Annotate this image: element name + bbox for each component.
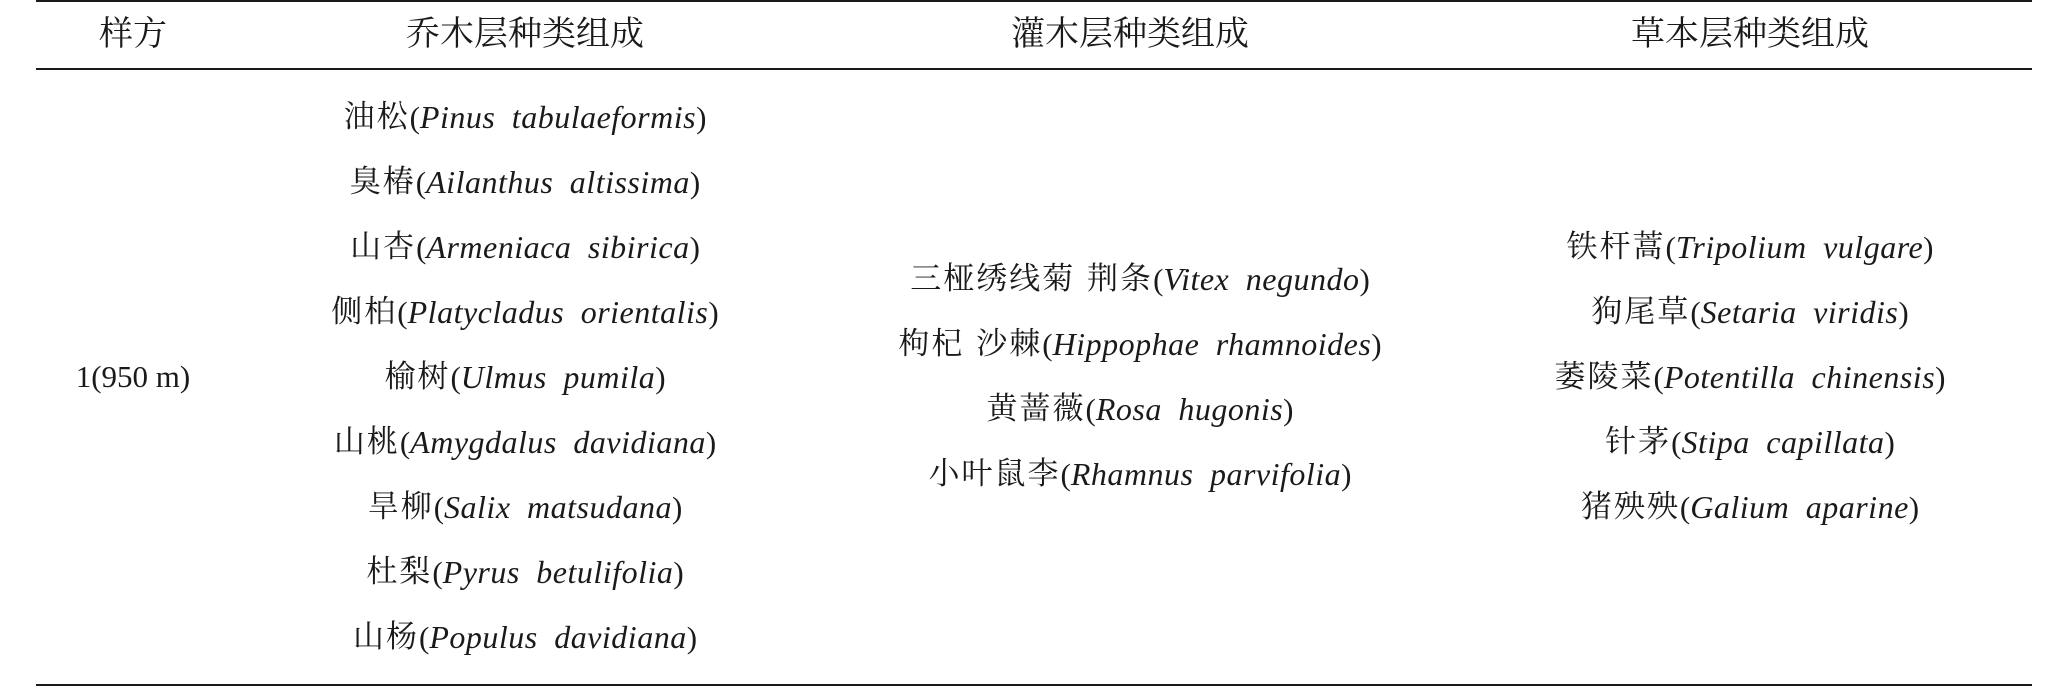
- open-paren: (: [415, 164, 427, 200]
- herb-species-cn-name: 狗尾草: [1591, 293, 1691, 330]
- tree-species-scientific-name: Platycladus orientalis: [407, 293, 709, 330]
- close-paren: ): [1884, 424, 1895, 460]
- tree-species-cn-name: 旱柳: [367, 488, 434, 525]
- tree-species-cn-name: 山杨: [352, 618, 419, 655]
- close-paren: ): [1908, 489, 1920, 525]
- tree-species: [366, 540, 683, 605]
- close-paren: ): [705, 424, 717, 460]
- open-paren: (: [416, 229, 427, 265]
- herb-species-cn-name: 猪殃殃: [1580, 488, 1680, 525]
- header-shrub-layer: 灌木层种类组成: [1011, 14, 1249, 54]
- open-paren: (: [1671, 424, 1682, 460]
- close-paren: ): [686, 619, 698, 655]
- tree-species: [353, 605, 697, 670]
- tree-species-scientific-name: Pinus tabulaeformis: [419, 98, 697, 135]
- close-paren: ): [1923, 229, 1934, 265]
- close-paren: ): [671, 489, 683, 525]
- shrub-species-cn-name: 枸杞 沙棘: [898, 326, 1043, 362]
- tree-species: [368, 475, 683, 540]
- tree-species-scientific-name: Ailanthus altissima: [426, 163, 690, 200]
- open-paren: (: [418, 619, 430, 655]
- herb-species-scientific-name: Setaria viridis: [1700, 293, 1899, 330]
- herb-species: [1605, 410, 1895, 475]
- close-paren: ): [689, 164, 701, 200]
- tree-species: [344, 85, 707, 150]
- header-tree-layer: 乔木层种类组成: [406, 14, 644, 54]
- header-plot: 样方: [99, 14, 167, 54]
- herb-species-scientific-name: Potentilla chinensis: [1663, 358, 1936, 395]
- tree-species-scientific-name: Salix matsudana: [444, 488, 672, 525]
- close-paren: ): [655, 359, 666, 395]
- plot-value: 1(950 m): [75, 359, 191, 394]
- open-paren: (: [409, 99, 420, 135]
- tree-species: [384, 345, 665, 410]
- tree-species-scientific-name: Populus davidiana: [429, 618, 687, 655]
- tree-species: [350, 150, 700, 215]
- close-paren: ): [1359, 262, 1370, 297]
- close-paren: ): [696, 99, 707, 135]
- close-paren: ): [1283, 392, 1294, 427]
- shrub-species-scientific-name: Rhamnus parvifolia: [1070, 456, 1342, 492]
- close-paren: ): [673, 554, 684, 590]
- herb-species: [1581, 475, 1919, 540]
- shrub-species-scientific-name: Rosa hugonis: [1095, 391, 1284, 427]
- herb-species: [1591, 280, 1908, 345]
- open-paren: (: [1042, 327, 1053, 362]
- plot-cell: [30, 70, 236, 684]
- table-bottom-rule: [36, 684, 2032, 686]
- shrub-species-cn-name: 黄蔷薇: [986, 391, 1086, 427]
- open-paren: (: [433, 489, 445, 525]
- herb-species-scientific-name: Tripolium vulgare: [1675, 228, 1924, 265]
- open-paren: (: [397, 294, 408, 330]
- open-paren: (: [450, 359, 461, 395]
- tree-species-cn-name: 榆树: [384, 358, 451, 395]
- herb-species-cn-name: 萎陵菜: [1554, 358, 1654, 395]
- tree-species: [334, 410, 716, 475]
- herb-layer-cell: [1480, 70, 2020, 684]
- shrub-species: [910, 247, 1370, 312]
- shrub-species: [898, 312, 1381, 377]
- close-paren: ): [1341, 457, 1352, 492]
- tree-species: [331, 280, 718, 345]
- herb-species-scientific-name: Galium aparine: [1690, 488, 1909, 525]
- tree-species-cn-name: 山杏: [350, 228, 417, 265]
- tree-species-cn-name: 油松: [343, 98, 410, 135]
- tree-species-cn-name: 侧柏: [331, 293, 398, 330]
- herb-species: [1567, 215, 1934, 280]
- shrub-species-scientific-name: Vitex negundo: [1163, 261, 1360, 297]
- shrub-species-scientific-name: Hippophae rhamnoides: [1052, 326, 1372, 362]
- table-header-row: [0, 0, 2068, 68]
- open-paren: (: [1679, 489, 1691, 525]
- herb-species: [1555, 345, 1946, 410]
- herb-species-scientific-name: Stipa capillata: [1681, 423, 1885, 460]
- tree-layer-cell: [240, 70, 810, 684]
- tree-species-cn-name: 杜梨: [366, 553, 433, 590]
- tree-species-scientific-name: Amygdalus davidiana: [410, 423, 706, 460]
- open-paren: (: [1153, 262, 1164, 297]
- open-paren: (: [432, 554, 443, 590]
- shrub-species: [929, 442, 1352, 507]
- shrub-species-cn-name: 小叶鼠李: [928, 456, 1061, 492]
- tree-species-scientific-name: Ulmus pumila: [460, 358, 656, 395]
- close-paren: ): [1371, 327, 1382, 362]
- shrub-species: [987, 377, 1294, 442]
- tree-species: [350, 215, 700, 280]
- shrub-layer-cell: [820, 70, 1460, 684]
- tree-species-cn-name: 山桃: [333, 423, 400, 460]
- tree-species-scientific-name: Armeniaca sibirica: [426, 228, 690, 265]
- open-paren: (: [399, 424, 411, 460]
- shrub-species-cn-name: 三桠绣线菊 荆条: [910, 261, 1154, 297]
- open-paren: (: [1060, 457, 1071, 492]
- tree-species-cn-name: 臭椿: [349, 163, 416, 200]
- open-paren: (: [1690, 294, 1701, 330]
- open-paren: (: [1085, 392, 1096, 427]
- close-paren: ): [1898, 294, 1909, 330]
- open-paren: (: [1665, 229, 1676, 265]
- close-paren: ): [708, 294, 719, 330]
- tree-species-scientific-name: Pyrus betulifolia: [442, 553, 674, 590]
- herb-species-cn-name: 铁杆蒿: [1566, 228, 1666, 265]
- herb-species-cn-name: 针茅: [1605, 423, 1672, 460]
- close-paren: ): [1935, 359, 1946, 395]
- header-herb-layer: 草本层种类组成: [1631, 14, 1869, 54]
- open-paren: (: [1653, 359, 1664, 395]
- close-paren: ): [689, 229, 700, 265]
